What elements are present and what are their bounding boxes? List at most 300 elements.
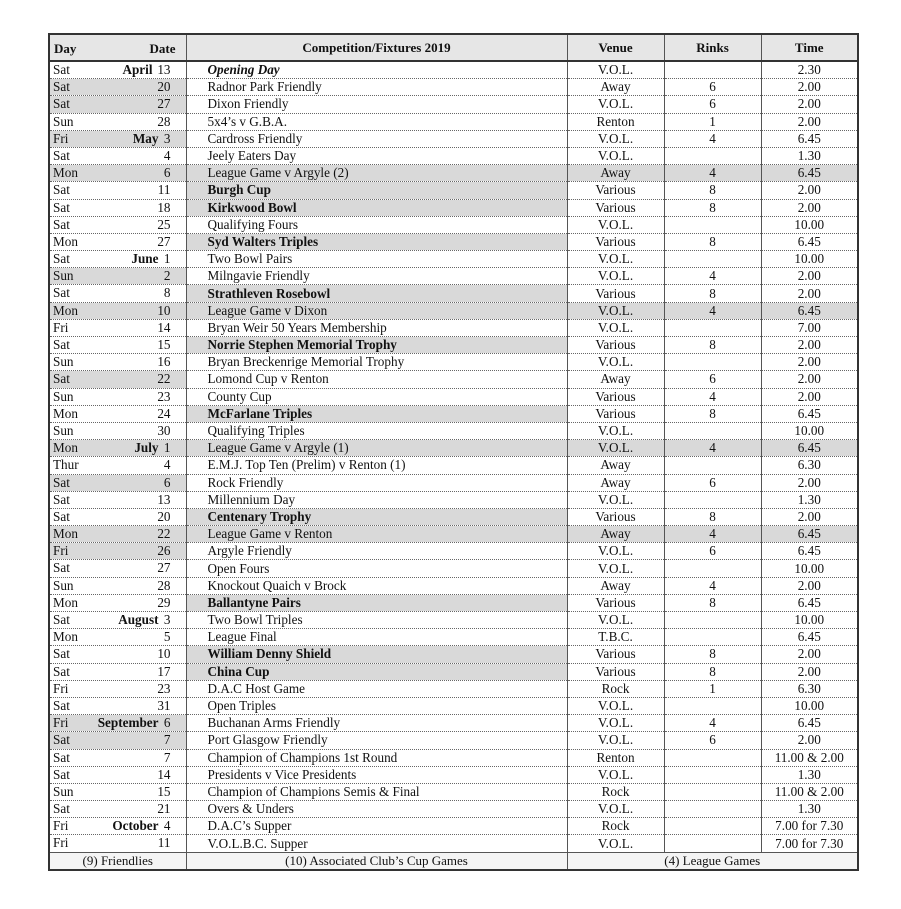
header-competition: Competition/Fixtures 2019	[186, 34, 567, 61]
competition-cell: Lomond Cup v Renton	[186, 371, 567, 388]
competition-cell: League Game v Argyle (1)	[186, 440, 567, 457]
date-number: 18	[157, 199, 171, 215]
day-name: Sat	[53, 801, 70, 817]
table-row	[49, 405, 858, 422]
venue-cell: Away	[567, 165, 664, 182]
venue-cell: Various	[567, 182, 664, 199]
venue-cell: V.O.L.	[567, 440, 664, 457]
rinks-cell: 6	[664, 474, 761, 491]
date-number: 27	[157, 560, 171, 576]
day-name: Thur	[53, 457, 79, 473]
header-day: Day	[54, 41, 77, 56]
header-date: Date	[149, 41, 176, 56]
venue-cell: Renton	[567, 113, 664, 130]
time-cell: 6.45	[761, 440, 858, 457]
time-cell: 2.00	[761, 113, 858, 130]
competition-cell: Cardross Friendly	[186, 130, 567, 147]
table-row	[49, 182, 858, 199]
time-cell: 2.00	[761, 199, 858, 216]
day-name: Sat	[53, 508, 70, 524]
venue-cell: Away	[567, 474, 664, 491]
venue-cell: Rock	[567, 783, 664, 800]
date-number: 11	[157, 835, 171, 851]
month-label: May	[132, 130, 159, 146]
venue-cell: V.O.L.	[567, 319, 664, 336]
table-row	[49, 835, 858, 852]
rinks-cell	[664, 801, 761, 818]
venue-cell: V.O.L.	[567, 801, 664, 818]
date-number: 7	[163, 732, 171, 748]
header-time: Time	[761, 34, 858, 61]
rinks-cell: 8	[664, 594, 761, 611]
month-label: June	[131, 251, 159, 267]
venue-cell: Various	[567, 233, 664, 250]
date-number: 20	[157, 79, 171, 95]
table-row	[49, 474, 858, 491]
date-number: 13	[157, 62, 171, 77]
rinks-cell: 4	[664, 130, 761, 147]
day-name: Sat	[53, 199, 70, 215]
time-cell: 6.30	[761, 680, 858, 697]
date-number: 27	[157, 233, 171, 249]
venue-cell: V.O.L.	[567, 251, 664, 268]
rinks-cell	[664, 629, 761, 646]
day-date-cell	[49, 749, 186, 766]
venue-cell: V.O.L.	[567, 216, 664, 233]
table-row	[49, 629, 858, 646]
table-row	[49, 818, 858, 835]
date-number: 28	[157, 577, 171, 593]
rinks-cell: 6	[664, 96, 761, 113]
competition-cell: Radnor Park Friendly	[186, 79, 567, 96]
day-date-cell	[49, 371, 186, 388]
day-name: Sat	[53, 766, 70, 782]
table-row	[49, 526, 858, 543]
date-number: 30	[157, 422, 171, 438]
rinks-cell	[664, 612, 761, 629]
day-date-cell	[49, 474, 186, 491]
day-date-cell	[49, 801, 186, 818]
venue-cell: Renton	[567, 749, 664, 766]
venue-cell: Various	[567, 285, 664, 302]
competition-cell: Syd Walters Triples	[186, 233, 567, 250]
venue-cell: T.B.C.	[567, 629, 664, 646]
day-date-cell	[49, 646, 186, 663]
time-cell: 2.00	[761, 96, 858, 113]
day-date-cell	[49, 526, 186, 543]
competition-cell: 5x4’s v G.B.A.	[186, 113, 567, 130]
time-cell: 2.00	[761, 577, 858, 594]
venue-cell: V.O.L.	[567, 354, 664, 371]
day-date-cell	[49, 388, 186, 405]
competition-cell: Qualifying Fours	[186, 216, 567, 233]
day-date-cell	[49, 697, 186, 714]
day-date-cell	[49, 268, 186, 285]
rinks-cell: 8	[664, 182, 761, 199]
time-cell: 6.45	[761, 715, 858, 732]
day-name: Fri	[53, 680, 69, 696]
date-number: 16	[157, 354, 171, 370]
competition-cell: League Final	[186, 629, 567, 646]
time-cell: 6.45	[761, 405, 858, 422]
venue-cell: Various	[567, 405, 664, 422]
rinks-cell	[664, 749, 761, 766]
date-number: 1	[163, 440, 171, 456]
table-row	[49, 594, 858, 611]
day-name: Sat	[53, 285, 70, 301]
competition-cell: Open Fours	[186, 560, 567, 577]
time-cell: 2.00	[761, 508, 858, 525]
venue-cell: V.O.L.	[567, 268, 664, 285]
day-name: Sat	[53, 216, 70, 232]
competition-cell: Dixon Friendly	[186, 96, 567, 113]
day-date-cell	[49, 79, 186, 96]
competition-cell: Centenary Trophy	[186, 508, 567, 525]
competition-cell: Knockout Quaich v Brock	[186, 577, 567, 594]
date-number: 14	[157, 766, 171, 782]
venue-cell: Rock	[567, 680, 664, 697]
date-number: 10	[157, 646, 171, 662]
rinks-cell: 6	[664, 79, 761, 96]
time-cell: 6.30	[761, 457, 858, 474]
rinks-cell: 4	[664, 165, 761, 182]
date-number: 6	[163, 474, 171, 490]
table-row	[49, 680, 858, 697]
venue-cell: V.O.L.	[567, 491, 664, 508]
venue-cell: Away	[567, 457, 664, 474]
day-name: Mon	[53, 233, 78, 249]
venue-cell: V.O.L.	[567, 543, 664, 560]
rinks-cell	[664, 560, 761, 577]
date-number: 26	[157, 543, 171, 559]
venue-cell: V.O.L.	[567, 560, 664, 577]
day-date-cell	[49, 96, 186, 113]
rinks-cell	[664, 491, 761, 508]
time-cell: 7.00 for 7.30	[761, 818, 858, 835]
day-name: Sat	[53, 371, 70, 387]
table-row	[49, 302, 858, 319]
day-name: Sat	[53, 697, 70, 713]
date-number: 20	[157, 508, 171, 524]
rinks-cell: 8	[664, 233, 761, 250]
time-cell: 1.30	[761, 766, 858, 783]
competition-cell: Bryan Breckenrige Memorial Trophy	[186, 354, 567, 371]
day-date-cell	[49, 61, 186, 79]
table-row	[49, 61, 858, 79]
date-number: 17	[157, 663, 171, 679]
rinks-cell: 8	[664, 285, 761, 302]
time-cell: 6.45	[761, 594, 858, 611]
date-number: 15	[157, 337, 171, 352]
venue-cell: Various	[567, 508, 664, 525]
time-cell: 10.00	[761, 422, 858, 439]
competition-cell: League Game v Dixon	[186, 302, 567, 319]
time-cell: 2.00	[761, 388, 858, 405]
competition-cell: Burgh Cup	[186, 182, 567, 199]
competition-cell: E.M.J. Top Ten (Prelim) v Renton (1)	[186, 457, 567, 474]
table-row	[49, 612, 858, 629]
competition-cell: William Denny Shield	[186, 646, 567, 663]
day-name: Fri	[53, 715, 69, 731]
time-cell: 11.00 & 2.00	[761, 749, 858, 766]
rinks-cell: 6	[664, 371, 761, 388]
competition-cell: Opening Day	[186, 61, 567, 79]
day-name: Sun	[53, 577, 74, 593]
day-name: Sat	[53, 646, 70, 662]
header-venue: Venue	[567, 34, 664, 61]
day-date-cell	[49, 199, 186, 216]
table-row	[49, 319, 858, 336]
competition-cell: Kirkwood Bowl	[186, 199, 567, 216]
footer-cup-games: (10) Associated Club’s Cup Games	[186, 852, 567, 870]
competition-cell: County Cup	[186, 388, 567, 405]
venue-cell: V.O.L.	[567, 732, 664, 749]
rinks-cell	[664, 61, 761, 79]
table-row	[49, 801, 858, 818]
venue-cell: Various	[567, 663, 664, 680]
competition-cell: Bryan Weir 50 Years Membership	[186, 319, 567, 336]
date-number: 23	[157, 680, 171, 696]
competition-cell: League Game v Argyle (2)	[186, 165, 567, 182]
rinks-cell	[664, 354, 761, 371]
competition-cell: China Cup	[186, 663, 567, 680]
table-row	[49, 285, 858, 302]
time-cell: 11.00 & 2.00	[761, 783, 858, 800]
rinks-cell: 4	[664, 715, 761, 732]
day-date-cell	[49, 629, 186, 646]
day-date-cell	[49, 577, 186, 594]
rinks-cell: 6	[664, 732, 761, 749]
table-row	[49, 766, 858, 783]
day-name: Sat	[53, 749, 70, 765]
rinks-cell	[664, 835, 761, 852]
day-date-cell	[49, 422, 186, 439]
date-number: 6	[163, 715, 171, 731]
competition-cell: Argyle Friendly	[186, 543, 567, 560]
time-cell: 7.00 for 7.30	[761, 835, 858, 852]
footer-row	[49, 852, 858, 870]
time-cell: 2.00	[761, 354, 858, 371]
competition-cell: D.A.C Host Game	[186, 680, 567, 697]
rinks-cell: 8	[664, 508, 761, 525]
rinks-cell	[664, 457, 761, 474]
day-name: Sat	[53, 147, 70, 163]
table-row	[49, 491, 858, 508]
rinks-cell: 1	[664, 680, 761, 697]
time-cell: 2.00	[761, 79, 858, 96]
competition-cell: Champion of Champions 1st Round	[186, 749, 567, 766]
venue-cell: V.O.L.	[567, 422, 664, 439]
rinks-cell: 4	[664, 440, 761, 457]
table-row	[49, 560, 858, 577]
venue-cell: V.O.L.	[567, 96, 664, 113]
date-number: 3	[163, 130, 171, 146]
table-row	[49, 337, 858, 354]
day-date-cell	[49, 715, 186, 732]
day-name: Sat	[53, 79, 70, 95]
day-name: Sat	[53, 251, 70, 267]
competition-cell: Rock Friendly	[186, 474, 567, 491]
rinks-cell: 8	[664, 337, 761, 354]
date-number: 28	[157, 113, 171, 129]
date-number: 3	[163, 612, 171, 627]
competition-cell: Champion of Champions Semis & Final	[186, 783, 567, 800]
day-name: Mon	[53, 302, 78, 318]
venue-cell: V.O.L.	[567, 302, 664, 319]
date-number: 21	[157, 801, 171, 817]
venue-cell: Various	[567, 388, 664, 405]
date-number: 8	[163, 285, 171, 301]
rinks-cell: 8	[664, 199, 761, 216]
day-name: Sun	[53, 388, 74, 404]
day-date-cell	[49, 302, 186, 319]
time-cell: 2.00	[761, 371, 858, 388]
day-date-cell	[49, 783, 186, 800]
day-name: Fri	[53, 319, 69, 335]
table-row	[49, 543, 858, 560]
competition-cell: V.O.L.B.C. Supper	[186, 835, 567, 852]
day-name: Mon	[53, 629, 78, 645]
day-date-cell	[49, 440, 186, 457]
day-date-cell	[49, 663, 186, 680]
table-row	[49, 388, 858, 405]
day-date-cell	[49, 405, 186, 422]
time-cell: 6.45	[761, 233, 858, 250]
table-row	[49, 646, 858, 663]
time-cell: 2.00	[761, 732, 858, 749]
fixtures-sheet	[48, 33, 857, 871]
rinks-cell	[664, 319, 761, 336]
competition-cell: Open Triples	[186, 697, 567, 714]
day-date-cell	[49, 165, 186, 182]
day-date-cell	[49, 835, 186, 852]
rinks-cell: 8	[664, 405, 761, 422]
date-number: 7	[163, 749, 171, 765]
venue-cell: Various	[567, 337, 664, 354]
header-rinks: Rinks	[664, 34, 761, 61]
table-row	[49, 440, 858, 457]
time-cell: 10.00	[761, 612, 858, 629]
day-date-cell	[49, 354, 186, 371]
venue-cell: V.O.L.	[567, 130, 664, 147]
day-date-cell	[49, 182, 186, 199]
day-name: Fri	[53, 543, 69, 559]
day-date-cell	[49, 491, 186, 508]
rinks-cell: 4	[664, 577, 761, 594]
table-row	[49, 697, 858, 714]
time-cell: 2.00	[761, 646, 858, 663]
competition-cell: D.A.C’s Supper	[186, 818, 567, 835]
rinks-cell: 1	[664, 113, 761, 130]
month-label: April	[122, 62, 153, 77]
rinks-cell: 4	[664, 526, 761, 543]
day-name: Sat	[53, 96, 70, 112]
table-row	[49, 422, 858, 439]
date-number: 4	[163, 457, 171, 473]
venue-cell: V.O.L.	[567, 61, 664, 79]
month-label: August	[118, 612, 159, 627]
venue-cell: V.O.L.	[567, 697, 664, 714]
day-name: Mon	[53, 526, 78, 542]
date-number: 6	[163, 165, 171, 181]
day-date-cell	[49, 818, 186, 835]
day-name: Fri	[53, 818, 69, 834]
table-row	[49, 113, 858, 130]
rinks-cell: 8	[664, 663, 761, 680]
rinks-cell: 4	[664, 388, 761, 405]
table-row	[49, 268, 858, 285]
venue-cell: V.O.L.	[567, 147, 664, 164]
time-cell: 10.00	[761, 560, 858, 577]
rinks-cell	[664, 766, 761, 783]
time-cell: 2.00	[761, 337, 858, 354]
venue-cell: Various	[567, 646, 664, 663]
day-date-cell	[49, 337, 186, 354]
competition-cell: Ballantyne Pairs	[186, 594, 567, 611]
time-cell: 1.30	[761, 147, 858, 164]
venue-cell: Various	[567, 199, 664, 216]
rinks-cell	[664, 697, 761, 714]
day-date-cell	[49, 543, 186, 560]
day-date-cell	[49, 594, 186, 611]
date-number: 29	[157, 594, 171, 610]
competition-cell: Presidents v Vice Presidents	[186, 766, 567, 783]
date-number: 23	[157, 388, 171, 404]
rinks-cell	[664, 147, 761, 164]
day-name: Mon	[53, 440, 78, 456]
month-label: October	[112, 818, 159, 834]
date-number: 14	[157, 319, 171, 335]
time-cell: 2.30	[761, 61, 858, 79]
day-date-cell	[49, 147, 186, 164]
time-cell: 2.00	[761, 285, 858, 302]
date-number: 5	[163, 629, 171, 645]
footer-league-games: (4) League Games	[567, 852, 858, 870]
date-number: 1	[163, 251, 171, 267]
table-row	[49, 147, 858, 164]
rinks-cell: 4	[664, 302, 761, 319]
day-name: Fri	[53, 130, 69, 146]
table-row	[49, 233, 858, 250]
month-label: September	[97, 715, 159, 731]
date-number: 22	[157, 371, 171, 387]
competition-cell: Two Bowl Triples	[186, 612, 567, 629]
month-label: July	[134, 440, 159, 456]
time-cell: 2.00	[761, 182, 858, 199]
rinks-cell	[664, 783, 761, 800]
time-cell: 6.45	[761, 526, 858, 543]
time-cell: 2.00	[761, 663, 858, 680]
date-number: 22	[157, 526, 171, 542]
table-row	[49, 577, 858, 594]
venue-cell: V.O.L.	[567, 612, 664, 629]
day-name: Mon	[53, 165, 78, 181]
competition-cell: Jeely Eaters Day	[186, 147, 567, 164]
table-row	[49, 130, 858, 147]
venue-cell: Rock	[567, 818, 664, 835]
venue-cell: Various	[567, 594, 664, 611]
competition-cell: Qualifying Triples	[186, 422, 567, 439]
table-row	[49, 96, 858, 113]
time-cell: 6.45	[761, 302, 858, 319]
day-date-cell	[49, 113, 186, 130]
table-row	[49, 354, 858, 371]
table-row	[49, 663, 858, 680]
day-name: Sun	[53, 783, 74, 799]
venue-cell: Away	[567, 79, 664, 96]
day-date-cell	[49, 766, 186, 783]
footer-friendlies: (9) Friendlies	[49, 852, 186, 870]
